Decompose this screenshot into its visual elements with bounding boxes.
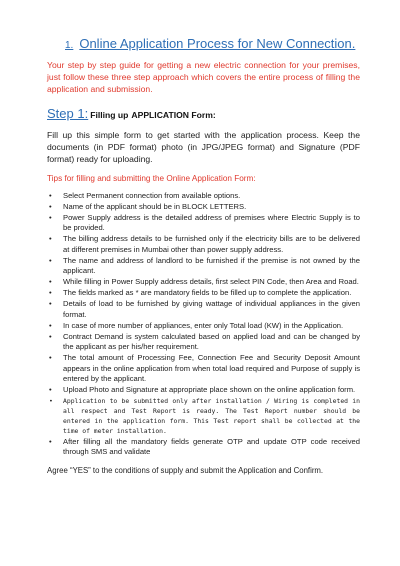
bullet-icon: • (49, 255, 52, 265)
bullet-icon: • (49, 212, 52, 222)
list-item: • Contract Demand is system calculated based on applied load and can be changed by the applicant as per his/her requirement. (49, 331, 360, 351)
bullet-icon: • (49, 397, 53, 405)
bullet-icon: • (49, 190, 52, 200)
bullet-icon: • (49, 288, 52, 297)
section-heading (65, 36, 360, 51)
step-1-heading (47, 106, 360, 121)
heading-number: 1. (65, 40, 74, 51)
list-item: • The fields marked as * are mandatory fields to be filled up to complete the application. (49, 288, 352, 297)
intro-paragraph: Your step by step guide for getting a new electric connection for your premises, just follow these three step approach which covers the entire process of filling the application and submission. (47, 60, 360, 95)
list-item: • The billing address details to be furnished only if the electricity bills are to be delivered at different premises in Mumbai other than power supply address. (49, 234, 360, 254)
list-item: • While filling in Power Supply address details, first select PIN Code, then Area and Road. (49, 277, 359, 286)
bullet-icon: • (49, 385, 52, 394)
bullet-icon: • (49, 436, 52, 446)
list-item: • Details of load to be furnished by giving wattage of individual appliances in the given format. (49, 299, 360, 319)
tips-list (47, 191, 360, 458)
bullet-icon: • (49, 234, 52, 243)
list-item: • Power Supply address is the detailed address of premises where Electric Supply is to be provided. (49, 212, 360, 232)
list-item: • Application to be submitted only after installation / Wiring is completed in all respect and Test Report is ready. The Test Report number should be entered in the application form. This Test report shall be collected at the time of meter installation. (49, 397, 360, 435)
list-item: • The name and address of landlord to be furnished if the premise is not owned by the applicant. (49, 255, 360, 275)
bullet-icon: • (49, 353, 52, 362)
bullet-icon: • (49, 320, 52, 330)
bullet-icon: • (49, 201, 52, 211)
list-item: • Name of the applicant should be in BLOCK LETTERS. (49, 201, 247, 211)
agree-statement: Agree “YES” to the conditions of supply and submit the Application and Confirm. (47, 465, 324, 475)
step-1-rest-text: APPLICATION Form: (131, 109, 216, 120)
bullet-icon: • (49, 277, 52, 286)
list-item: • After filling all the mandatory fields generate OTP and update OTP code received through SMS and validate (49, 436, 360, 456)
step-1-label: Step 1: (47, 105, 89, 121)
list-item: • In case of more number of appliances, enter only Total load (KW) in the Application. (49, 320, 344, 330)
tips-heading: Tips for filling and submitting the Online Application Form: (47, 173, 256, 183)
bullet-icon: • (49, 331, 52, 341)
heading-title: Online Application Process for New Connection. (79, 36, 356, 51)
step-1-paragraph: Fill up this simple form to get started with the application process. Keep the documents (in PDF format) photo (in JPG/JPEG format) and Signature (PDF format) ready for uploading. (47, 129, 360, 165)
step-1-bold-text: Filling up (90, 109, 129, 120)
list-item: • Upload Photo and Signature at appropriate place shown on the online application form. (49, 385, 356, 394)
list-item: • The total amount of Processing Fee, Connection Fee and Security Deposit Amount appears in the online application from when total load required and Purpose of supply is entered by the applicant. (49, 353, 360, 383)
list-item: • Select Permanent connection from available options. (49, 190, 241, 200)
bullet-icon: • (49, 299, 52, 308)
